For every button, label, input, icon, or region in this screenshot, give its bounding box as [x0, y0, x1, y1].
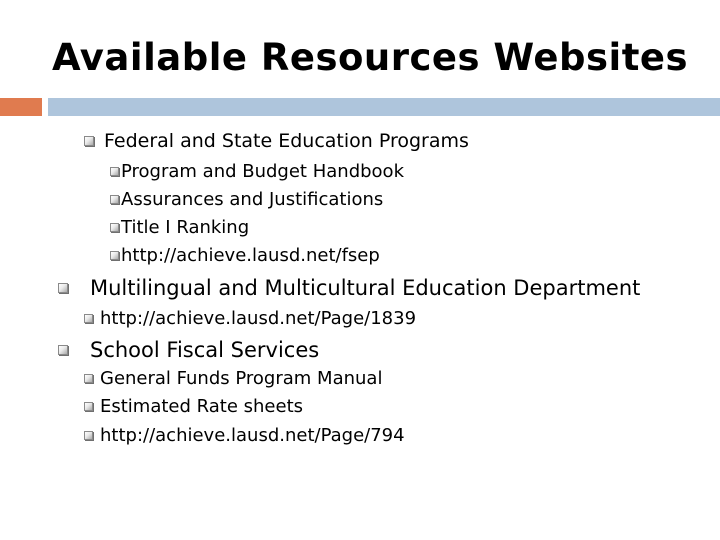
federal-link-text[interactable]: http://achieve.lausd.net/fsep [121, 245, 380, 266]
federal-heading-text: Federal and State Education Programs [104, 130, 469, 152]
checkbox-square-icon [110, 167, 119, 176]
bullet-multilingual-item[interactable] [84, 308, 416, 329]
slide-title: Available Resources Websites [51, 36, 688, 79]
fiscal-item-text: Estimated Rate sheets [100, 396, 304, 417]
fiscal-heading-text: School Fiscal Services [90, 338, 320, 362]
bullet-federal-heading [84, 130, 469, 152]
federal-item-text: Program and Budget Handbook [121, 161, 404, 182]
title-divider-band [48, 98, 720, 116]
bullet-federal-item [110, 189, 383, 210]
bullet-fiscal-item[interactable] [84, 425, 405, 446]
checkbox-square-icon [110, 223, 119, 232]
federal-item-text: Title I Ranking [121, 217, 250, 238]
multilingual-link-text[interactable]: http://achieve.lausd.net/Page/1839 [100, 308, 417, 329]
bullet-fiscal-item [84, 368, 382, 389]
checkbox-square-icon [58, 345, 68, 355]
title-accent-bar [0, 98, 42, 116]
checkbox-square-icon [84, 314, 93, 323]
fiscal-item-text: General Funds Program Manual [100, 368, 383, 389]
checkbox-square-icon [84, 402, 93, 411]
multilingual-heading-text: Multilingual and Multicultural Education Department [90, 276, 641, 300]
bullet-fiscal-heading [58, 338, 319, 362]
checkbox-square-icon [110, 251, 119, 260]
bullet-federal-item [110, 217, 249, 238]
fiscal-link-text[interactable]: http://achieve.lausd.net/Page/794 [100, 425, 405, 446]
checkbox-square-icon [84, 431, 93, 440]
bullet-federal-item[interactable] [110, 245, 380, 266]
federal-item-text: Assurances and Justifications [121, 189, 384, 210]
bullet-multilingual-heading [58, 276, 640, 300]
checkbox-square-icon [110, 195, 119, 204]
checkbox-square-icon [84, 136, 94, 146]
checkbox-square-icon [84, 374, 93, 383]
bullet-fiscal-item [84, 396, 303, 417]
bullet-federal-item [110, 161, 404, 182]
checkbox-square-icon [58, 283, 68, 293]
